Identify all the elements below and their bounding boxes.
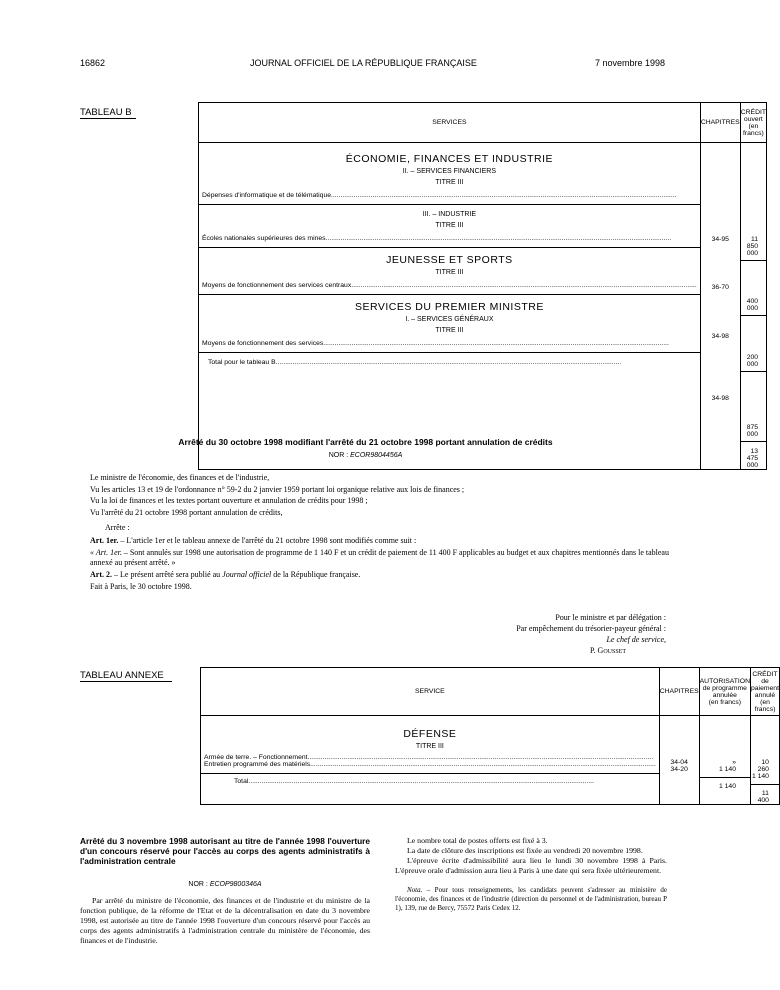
arrete2-paragraph: Par arrêté du ministre de l'économie, des finances et de l'industrie et du ministre de la fonction publique, de la réforme de l'Etat et de la décentralisation en date du 3 novembre 1998, est autorisée au titre de l'année 1998 l'ouverture d'un concours réservé pour l'accès au corps des agents administratifs à l'administration centrale du ministère de l'économie, des finances et de l'industrie. [80, 896, 370, 945]
page-date: 7 novembre 1998 [595, 58, 666, 68]
total-credit: 11 400 [757, 790, 769, 804]
arrete2-right-column [395, 836, 667, 913]
section-title: ÉCONOMIE, FINANCES ET INDUSTRIE [345, 153, 554, 165]
paragraph: La date de clôture des inscriptions est fixée au vendredi 20 novembre 1998. [407, 846, 643, 855]
chapitres-cell [700, 143, 740, 470]
total-line: Total pour le tableau B ..... [208, 359, 697, 366]
tableau-annexe [200, 667, 780, 805]
chapitre-value: 34-04 [670, 759, 688, 766]
budget-line: Écoles nationales supérieures des mines ..... [202, 235, 697, 242]
section-title: JEUNESSE ET SPORTS [386, 254, 513, 266]
section-titre: TITRE III [435, 179, 464, 186]
credit-cell [740, 143, 766, 470]
chapitre-value: 34-98 [711, 395, 729, 402]
arrete-word: Arrête : [105, 523, 130, 532]
services-cell [199, 143, 701, 470]
section-title: SERVICES DU PREMIER MINISTRE [354, 301, 544, 313]
total-autorisation: 1 140 [718, 783, 736, 790]
paragraph: Le nombre total de postes offerts est fixé à 3. [407, 836, 548, 845]
credit-cell [751, 716, 780, 805]
arrete-body [90, 472, 670, 592]
page-number: 16862 [80, 58, 106, 68]
nor-line: NOR : ECOR9804456A [328, 452, 403, 459]
autorisation-cell [699, 716, 750, 805]
credit-value: 400 000 [741, 298, 766, 316]
chapitre-value: 34-98 [711, 333, 729, 340]
tableau-b [198, 102, 767, 470]
chapitre-value: 34-95 [711, 236, 729, 243]
credit-value: 200 000 [741, 354, 766, 372]
col-services: SERVICES [199, 103, 701, 143]
col-credit: CRÉDIT ouvert (en francs) [740, 103, 766, 143]
credit-value: 11 850 000 [741, 236, 766, 261]
credit-value: 10 260 [757, 759, 769, 773]
autorisation-value: » [732, 759, 736, 766]
total-value: 13 475 000 [746, 448, 759, 469]
section-titre: TITRE III [435, 327, 464, 334]
visa: Vu la loi de finances et les textes portant ouverture et annulation de crédits pour 1998 ; [90, 496, 368, 505]
visa: Vu l'arrêté du 21 octobre 1998 portant annulation de crédits, [90, 507, 283, 517]
section-sub: I. – SERVICES GÉNÉRAUX [405, 316, 494, 323]
nota: Nota. – Pour tous renseignements, les candidats peuvent s'adresser au ministère de l'économie, des finances et de l'industrie (direction du personnel et de l'administration, bureau P 1), 139, rue de Bercy, 75572 Paris Cedex 12. [395, 886, 667, 912]
col-chapitres: CHAPITRES [659, 668, 699, 716]
visa: Le ministre de l'économie, des finances et de l'industrie, [90, 473, 270, 482]
col-credit: CRÉDIT de paiement annulé (en francs) [751, 668, 780, 716]
signature-block: Pour le ministre et par délégation : Par empêchement du trésorier-payeur général : Le chef de service, P. Gousset [516, 613, 666, 655]
section-title: DÉFENSE [403, 728, 457, 740]
budget-line: Moyens de fonctionnement des services ..... [202, 340, 697, 347]
col-chapitres: CHAPITRES [700, 103, 740, 143]
budget-line: Dépenses d'informatique et de télématique ..... [202, 192, 697, 199]
section-sub: II. – SERVICES FINANCIERS [402, 168, 497, 175]
credit-value: 1 140 [751, 773, 779, 785]
fait-a-paris: Fait à Paris, le 30 octobre 1998. [90, 581, 192, 591]
autorisation-value: 1 140 [700, 766, 750, 778]
col-autorisation: AUTORISATION de programme annulée (en francs) [699, 668, 750, 716]
arrete-title: Arrêté du 30 octobre 1998 modifiant l'arrêté du 21 octobre 1998 portant annulation de crédits [178, 437, 553, 447]
tableau-b-label: TABLEAU B [80, 107, 136, 119]
chapitre-value: 34-20 [670, 766, 688, 773]
journal-title: JOURNAL OFFICIEL DE LA RÉPUBLIQUE FRANÇAISE [250, 58, 477, 68]
arrete2-title: Arrêté du 3 novembre 1998 autorisant au titre de l'année 1998 l'ouverture d'un concours réservé pour l'accès au corps des agents administratifs à l'administration centrale [80, 836, 370, 866]
paragraph: L'épreuve écrite d'admissibilité aura lieu le lundi 30 novembre 1998 à Paris. L'épreuve orale d'admission aura lieu à Paris à une date qui sera fixée ultérieurement. [395, 856, 667, 875]
article-2: Art. 2. – Le présent arrêté sera publié au Journal officiel de la République française. [90, 570, 361, 579]
section-sub: III. – INDUSTRIE [422, 211, 477, 218]
section-titre: TITRE III [415, 743, 444, 750]
credit-value: 875 000 [741, 424, 766, 442]
tableau-annexe-label: TABLEAU ANNEXE [80, 670, 172, 682]
article-1-quote: « Art. 1er. – Sont annulés sur 1998 une autorisation de programme de 1 140 F et un crédit de paiement de 11 400 F applicables au budget et aux chapitres mentionnés dans le tableau annexé au présent arrêté. » [90, 548, 669, 567]
budget-line: Moyens de fonctionnement des services centraux ..... [202, 282, 697, 289]
section-titre: TITRE III [435, 222, 464, 229]
nor-line-2: NOR : ECOP9800346A [188, 881, 262, 888]
total-line: Total ..... [234, 778, 656, 785]
col-service: SERVICE [201, 668, 660, 716]
section-titre: TITRE III [435, 269, 464, 276]
annexe-row: Armée de terre. – Fonctionnement ..... [204, 754, 656, 761]
visa: Vu les articles 13 et 19 de l'ordonnance n° 59-2 du 2 janvier 1959 portant loi organique relative aux lois de finances ; [90, 484, 465, 494]
service-cell [201, 716, 660, 805]
annexe-row: Entretien programmé des matériels ..... [204, 761, 656, 768]
article-1: Art. 1er. – L'article 1er et le tableau annexe de l'arrêté du 21 octobre 1998 sont modifiés comme suit : [90, 535, 417, 545]
chapitre-value: 36-70 [711, 284, 729, 291]
chapitres-cell [659, 716, 699, 805]
